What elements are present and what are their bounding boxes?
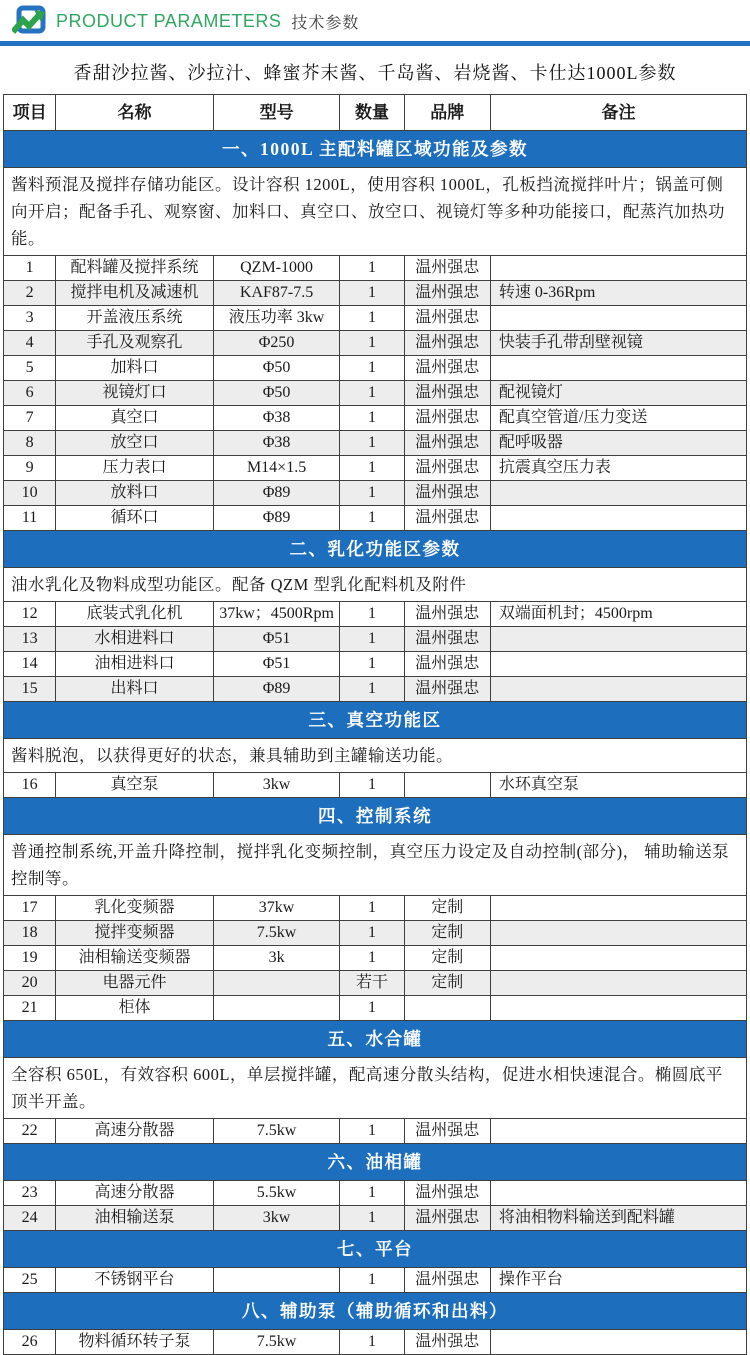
cell-note bbox=[490, 481, 746, 506]
trend-chart-icon bbox=[12, 5, 46, 37]
cell-qty: 1 bbox=[340, 677, 404, 702]
cell-note: 双端面机封；4500rpm bbox=[490, 602, 746, 627]
cell-brand: 温州强忠 bbox=[404, 481, 490, 506]
cell-name: 物料循环转子泵 bbox=[56, 1330, 214, 1355]
cell-model: Φ38 bbox=[213, 431, 340, 456]
section-header-3 bbox=[4, 702, 747, 739]
table-row bbox=[4, 677, 747, 702]
column-header-1: 名称 bbox=[56, 95, 214, 131]
cell-note bbox=[490, 652, 746, 677]
column-header-4: 品牌 bbox=[404, 95, 490, 131]
cell-name: 高速分散器 bbox=[56, 1181, 214, 1206]
cell-item-no: 15 bbox=[4, 677, 56, 702]
cell-name: 手孔及观察孔 bbox=[56, 331, 214, 356]
section-description-row bbox=[4, 739, 747, 773]
cell-brand: 温州强忠 bbox=[404, 602, 490, 627]
table-row bbox=[4, 281, 747, 306]
cell-qty: 1 bbox=[340, 627, 404, 652]
table-row bbox=[4, 481, 747, 506]
cell-qty: 1 bbox=[340, 456, 404, 481]
column-header-2: 型号 bbox=[213, 95, 340, 131]
cell-brand: 温州强忠 bbox=[404, 306, 490, 331]
cell-brand: 温州强忠 bbox=[404, 331, 490, 356]
section-title: 八、辅助泵（辅助循环和出料） bbox=[4, 1293, 747, 1330]
cell-name: 乳化变频器 bbox=[56, 896, 214, 921]
cell-name: 底装式乳化机 bbox=[56, 602, 214, 627]
cell-brand: 温州强忠 bbox=[404, 406, 490, 431]
cell-note: 配呼吸器 bbox=[490, 431, 746, 456]
cell-brand: 温州强忠 bbox=[404, 677, 490, 702]
cell-item-no: 6 bbox=[4, 381, 56, 406]
cell-qty: 1 bbox=[340, 1268, 404, 1293]
cell-model: 3kw bbox=[213, 1206, 340, 1231]
section-header-8 bbox=[4, 1293, 747, 1330]
section-header-1 bbox=[4, 131, 747, 168]
section-header-2 bbox=[4, 531, 747, 568]
cell-item-no: 8 bbox=[4, 431, 56, 456]
cell-model: Φ89 bbox=[213, 506, 340, 531]
cell-model: 7.5kw bbox=[213, 921, 340, 946]
table-row bbox=[4, 1119, 747, 1144]
cell-item-no: 20 bbox=[4, 971, 56, 996]
cell-note bbox=[490, 506, 746, 531]
cell-name: 柜体 bbox=[56, 996, 214, 1021]
cell-name: 油相进料口 bbox=[56, 652, 214, 677]
section-description-row bbox=[4, 568, 747, 602]
cell-qty: 1 bbox=[340, 256, 404, 281]
cell-note bbox=[490, 356, 746, 381]
cell-name: 水相进料口 bbox=[56, 627, 214, 652]
table-row bbox=[4, 256, 747, 281]
cell-model: 3k bbox=[213, 946, 340, 971]
cell-qty: 1 bbox=[340, 652, 404, 677]
table-row bbox=[4, 456, 747, 481]
cell-model bbox=[213, 1268, 340, 1293]
table-row bbox=[4, 306, 747, 331]
cell-qty: 1 bbox=[340, 602, 404, 627]
cell-name: 真空泵 bbox=[56, 773, 214, 798]
section-description-row bbox=[4, 168, 747, 256]
section-title: 四、控制系统 bbox=[4, 798, 747, 835]
cell-item-no: 18 bbox=[4, 921, 56, 946]
cell-model: Φ250 bbox=[213, 331, 340, 356]
cell-brand bbox=[404, 996, 490, 1021]
cell-name: 出料口 bbox=[56, 677, 214, 702]
cell-qty: 1 bbox=[340, 356, 404, 381]
cell-brand: 温州强忠 bbox=[404, 1206, 490, 1231]
cell-brand: 定制 bbox=[404, 946, 490, 971]
cell-note bbox=[490, 921, 746, 946]
cell-qty: 1 bbox=[340, 1119, 404, 1144]
table-row bbox=[4, 1206, 747, 1231]
header-title-en: PRODUCT PARAMETERS bbox=[56, 10, 282, 31]
cell-brand: 温州强忠 bbox=[404, 281, 490, 306]
table-row bbox=[4, 1330, 747, 1355]
column-header-3: 数量 bbox=[340, 95, 404, 131]
cell-model: Φ51 bbox=[213, 652, 340, 677]
cell-qty: 1 bbox=[340, 946, 404, 971]
section-description: 酱料脱泡，以获得更好的状态，兼具辅助到主罐输送功能。 bbox=[4, 739, 747, 773]
cell-item-no: 16 bbox=[4, 773, 56, 798]
cell-note bbox=[490, 306, 746, 331]
table-row bbox=[4, 996, 747, 1021]
section-title: 一、1000L 主配料罐区域功能及参数 bbox=[4, 131, 747, 168]
cell-brand: 温州强忠 bbox=[404, 456, 490, 481]
table-row bbox=[4, 431, 747, 456]
cell-model: Φ38 bbox=[213, 406, 340, 431]
cell-name: 油相输送泵 bbox=[56, 1206, 214, 1231]
cell-brand: 温州强忠 bbox=[404, 1330, 490, 1355]
cell-qty: 1 bbox=[340, 481, 404, 506]
table-row bbox=[4, 946, 747, 971]
cell-note bbox=[490, 677, 746, 702]
cell-item-no: 23 bbox=[4, 1181, 56, 1206]
cell-model: 液压功率 3kw bbox=[213, 306, 340, 331]
cell-note bbox=[490, 627, 746, 652]
cell-note: 将油相物料输送到配料罐 bbox=[490, 1206, 746, 1231]
section-description-row bbox=[4, 1058, 747, 1119]
section-header-5 bbox=[4, 1021, 747, 1058]
table-row bbox=[4, 356, 747, 381]
table-row bbox=[4, 331, 747, 356]
cell-note: 转速 0-36Rpm bbox=[490, 281, 746, 306]
table-row bbox=[4, 773, 747, 798]
cell-brand: 温州强忠 bbox=[404, 356, 490, 381]
cell-qty: 1 bbox=[340, 1330, 404, 1355]
cell-item-no: 7 bbox=[4, 406, 56, 431]
section-title: 五、水合罐 bbox=[4, 1021, 747, 1058]
cell-model: Φ51 bbox=[213, 627, 340, 652]
cell-brand: 定制 bbox=[404, 971, 490, 996]
cell-qty: 1 bbox=[340, 331, 404, 356]
parameters-table bbox=[3, 94, 747, 1355]
table-row bbox=[4, 971, 747, 996]
cell-name: 压力表口 bbox=[56, 456, 214, 481]
cell-note bbox=[490, 256, 746, 281]
cell-item-no: 3 bbox=[4, 306, 56, 331]
cell-item-no: 26 bbox=[4, 1330, 56, 1355]
cell-item-no: 5 bbox=[4, 356, 56, 381]
cell-note: 操作平台 bbox=[490, 1268, 746, 1293]
cell-name: 不锈钢平台 bbox=[56, 1268, 214, 1293]
cell-note bbox=[490, 971, 746, 996]
cell-item-no: 25 bbox=[4, 1268, 56, 1293]
cell-qty: 1 bbox=[340, 896, 404, 921]
cell-note bbox=[490, 946, 746, 971]
section-description: 全容积 650L，有效容积 600L，单层搅拌罐，配高速分散头结构，促进水相快速混合。椭圆底平顶半开盖。 bbox=[4, 1058, 747, 1119]
section-header-6 bbox=[4, 1144, 747, 1181]
cell-item-no: 17 bbox=[4, 896, 56, 921]
cell-note: 配视镜灯 bbox=[490, 381, 746, 406]
cell-brand: 温州强忠 bbox=[404, 381, 490, 406]
section-title: 七、平台 bbox=[4, 1231, 747, 1268]
cell-qty: 1 bbox=[340, 406, 404, 431]
cell-note: 抗震真空压力表 bbox=[490, 456, 746, 481]
cell-note bbox=[490, 996, 746, 1021]
cell-brand: 温州强忠 bbox=[404, 256, 490, 281]
cell-brand: 温州强忠 bbox=[404, 506, 490, 531]
column-header-5: 备注 bbox=[490, 95, 746, 131]
cell-name: 放空口 bbox=[56, 431, 214, 456]
cell-brand: 定制 bbox=[404, 896, 490, 921]
cell-name: 真空口 bbox=[56, 406, 214, 431]
header-title-zh: 技术参数 bbox=[291, 14, 360, 32]
cell-model: 7.5kw bbox=[213, 1119, 340, 1144]
cell-qty: 1 bbox=[340, 773, 404, 798]
cell-model: Φ50 bbox=[213, 381, 340, 406]
cell-name: 高速分散器 bbox=[56, 1119, 214, 1144]
cell-name: 电器元件 bbox=[56, 971, 214, 996]
blue-divider bbox=[0, 41, 750, 46]
cell-model: 37kw；4500Rpm bbox=[213, 602, 340, 627]
cell-name: 搅拌电机及减速机 bbox=[56, 281, 214, 306]
cell-note: 配真空管道/压力变送 bbox=[490, 406, 746, 431]
cell-qty: 1 bbox=[340, 1206, 404, 1231]
cell-item-no: 21 bbox=[4, 996, 56, 1021]
cell-item-no: 4 bbox=[4, 331, 56, 356]
cell-item-no: 24 bbox=[4, 1206, 56, 1231]
cell-note bbox=[490, 1181, 746, 1206]
section-description: 酱料预混及搅拌存储功能区。设计容积 1200L，使用容积 1000L，孔板挡流搅拌叶片；锅盖可侧向开启；配备手孔、观察窗、加料口、真空口、放空口、视镜灯等多种功能接口，配蒸汽加热功能。 bbox=[4, 168, 747, 256]
column-header-0: 项目 bbox=[4, 95, 56, 131]
table-row bbox=[4, 652, 747, 677]
cell-note bbox=[490, 1330, 746, 1355]
section-description: 普通控制系统,开盖升降控制，搅拌乳化变频控制，真空压力设定及自动控制(部分)， 辅助输送泵控制等。 bbox=[4, 835, 747, 896]
cell-name: 开盖液压系统 bbox=[56, 306, 214, 331]
cell-brand: 温州强忠 bbox=[404, 1181, 490, 1206]
cell-model: KAF87-7.5 bbox=[213, 281, 340, 306]
page-header bbox=[0, 0, 750, 41]
section-title: 六、油相罐 bbox=[4, 1144, 747, 1181]
table-row bbox=[4, 406, 747, 431]
cell-model: M14×1.5 bbox=[213, 456, 340, 481]
cell-note: 水环真空泵 bbox=[490, 773, 746, 798]
cell-model bbox=[213, 971, 340, 996]
table-row bbox=[4, 1268, 747, 1293]
cell-brand: 定制 bbox=[404, 921, 490, 946]
section-title: 二、乳化功能区参数 bbox=[4, 531, 747, 568]
cell-qty: 1 bbox=[340, 281, 404, 306]
cell-model: Φ50 bbox=[213, 356, 340, 381]
cell-name: 循环口 bbox=[56, 506, 214, 531]
cell-qty: 1 bbox=[340, 381, 404, 406]
section-description: 油水乳化及物料成型功能区。配备 QZM 型乳化配料机及附件 bbox=[4, 568, 747, 602]
cell-brand: 温州强忠 bbox=[404, 652, 490, 677]
cell-model bbox=[213, 996, 340, 1021]
cell-brand: 温州强忠 bbox=[404, 431, 490, 456]
cell-item-no: 2 bbox=[4, 281, 56, 306]
cell-name: 加料口 bbox=[56, 356, 214, 381]
cell-brand: 温州强忠 bbox=[404, 1119, 490, 1144]
section-title: 三、真空功能区 bbox=[4, 702, 747, 739]
cell-item-no: 13 bbox=[4, 627, 56, 652]
table-header-row bbox=[4, 95, 747, 131]
cell-qty: 1 bbox=[340, 996, 404, 1021]
cell-item-no: 22 bbox=[4, 1119, 56, 1144]
cell-model: QZM-1000 bbox=[213, 256, 340, 281]
table-row bbox=[4, 627, 747, 652]
cell-model: Φ89 bbox=[213, 677, 340, 702]
table-row bbox=[4, 896, 747, 921]
section-header-4 bbox=[4, 798, 747, 835]
cell-name: 油相输送变频器 bbox=[56, 946, 214, 971]
cell-name: 放料口 bbox=[56, 481, 214, 506]
cell-model: Φ89 bbox=[213, 481, 340, 506]
cell-name: 配料罐及搅拌系统 bbox=[56, 256, 214, 281]
table-row bbox=[4, 381, 747, 406]
section-header-7 bbox=[4, 1231, 747, 1268]
cell-item-no: 1 bbox=[4, 256, 56, 281]
section-description-row bbox=[4, 835, 747, 896]
table-row bbox=[4, 921, 747, 946]
cell-item-no: 19 bbox=[4, 946, 56, 971]
cell-item-no: 11 bbox=[4, 506, 56, 531]
cell-model: 37kw bbox=[213, 896, 340, 921]
cell-brand bbox=[404, 773, 490, 798]
cell-item-no: 9 bbox=[4, 456, 56, 481]
cell-qty: 1 bbox=[340, 506, 404, 531]
cell-model: 3kw bbox=[213, 773, 340, 798]
cell-note bbox=[490, 1119, 746, 1144]
cell-qty: 若干 bbox=[340, 971, 404, 996]
cell-model: 5.5kw bbox=[213, 1181, 340, 1206]
cell-qty: 1 bbox=[340, 306, 404, 331]
cell-item-no: 10 bbox=[4, 481, 56, 506]
cell-brand: 温州强忠 bbox=[404, 627, 490, 652]
page-title: 香甜沙拉酱、沙拉汁、蜂蜜芥末酱、千岛酱、岩烧酱、卡仕达1000L参数 bbox=[73, 63, 677, 83]
cell-brand: 温州强忠 bbox=[404, 1268, 490, 1293]
table-row bbox=[4, 506, 747, 531]
cell-item-no: 14 bbox=[4, 652, 56, 677]
cell-qty: 1 bbox=[340, 921, 404, 946]
cell-model: 7.5kw bbox=[213, 1330, 340, 1355]
table-row bbox=[4, 1181, 747, 1206]
cell-name: 视镜灯口 bbox=[56, 381, 214, 406]
cell-qty: 1 bbox=[340, 431, 404, 456]
table-row bbox=[4, 602, 747, 627]
cell-name: 搅拌变频器 bbox=[56, 921, 214, 946]
cell-item-no: 12 bbox=[4, 602, 56, 627]
cell-note: 快装手孔带刮壁视镜 bbox=[490, 331, 746, 356]
cell-note bbox=[490, 896, 746, 921]
cell-qty: 1 bbox=[340, 1181, 404, 1206]
